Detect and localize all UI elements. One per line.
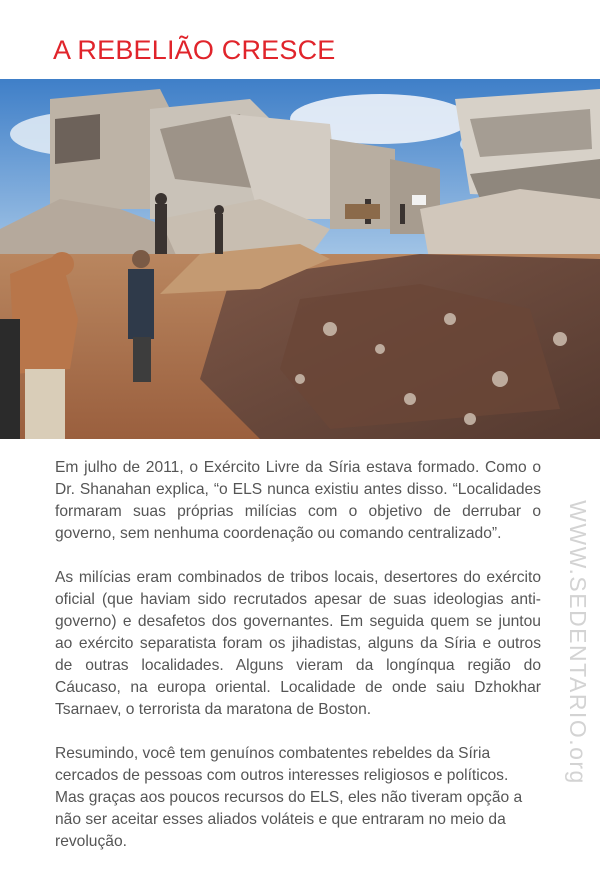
watermark-text: WWW.SEDENTARIO.org xyxy=(564,499,591,785)
page-title: A REBELIÃO CRESCE xyxy=(53,35,336,65)
article-paragraph: As milícias eram combinados de tribos locais, desertores do exército oficial (que haviam sido recrutados apesar de suas ideologias anti-governo) e desafetos dos governantes. Em seguida quem se juntou ao exército separatista foram os jihadistas, alguns da Síria e outros de outras localidades. Alguns vieram da longínqua região do Cáucaso, na europa oriental. Localidade de onde saiu Dzhokhar Tsarnaev, o terrorista da maratona de Boston. xyxy=(55,569,541,718)
article-body xyxy=(55,457,541,875)
rubble-photo xyxy=(0,79,600,439)
article-paragraph: Resumindo, você tem genuínos combatentes rebeldes da Síria cercados de pessoas com outros interesses religiosos e políticos. Mas graças aos poucos recursos do ELS, eles não tiveram opção a não ser aceitar esses aliados voláteis e que entraram no meio da revolução. xyxy=(55,745,523,850)
article-paragraph: Em julho de 2011, o Exército Livre da Síria estava formado. Como o Dr. Shanahan explica, “o ELS nunca existiu antes disso. “Localidades formaram suas próprias milícias com o objetivo de derrubar o governo, sem nenhuma coordenação ou comando centralizado”. xyxy=(55,459,541,542)
watermark xyxy=(564,499,591,785)
